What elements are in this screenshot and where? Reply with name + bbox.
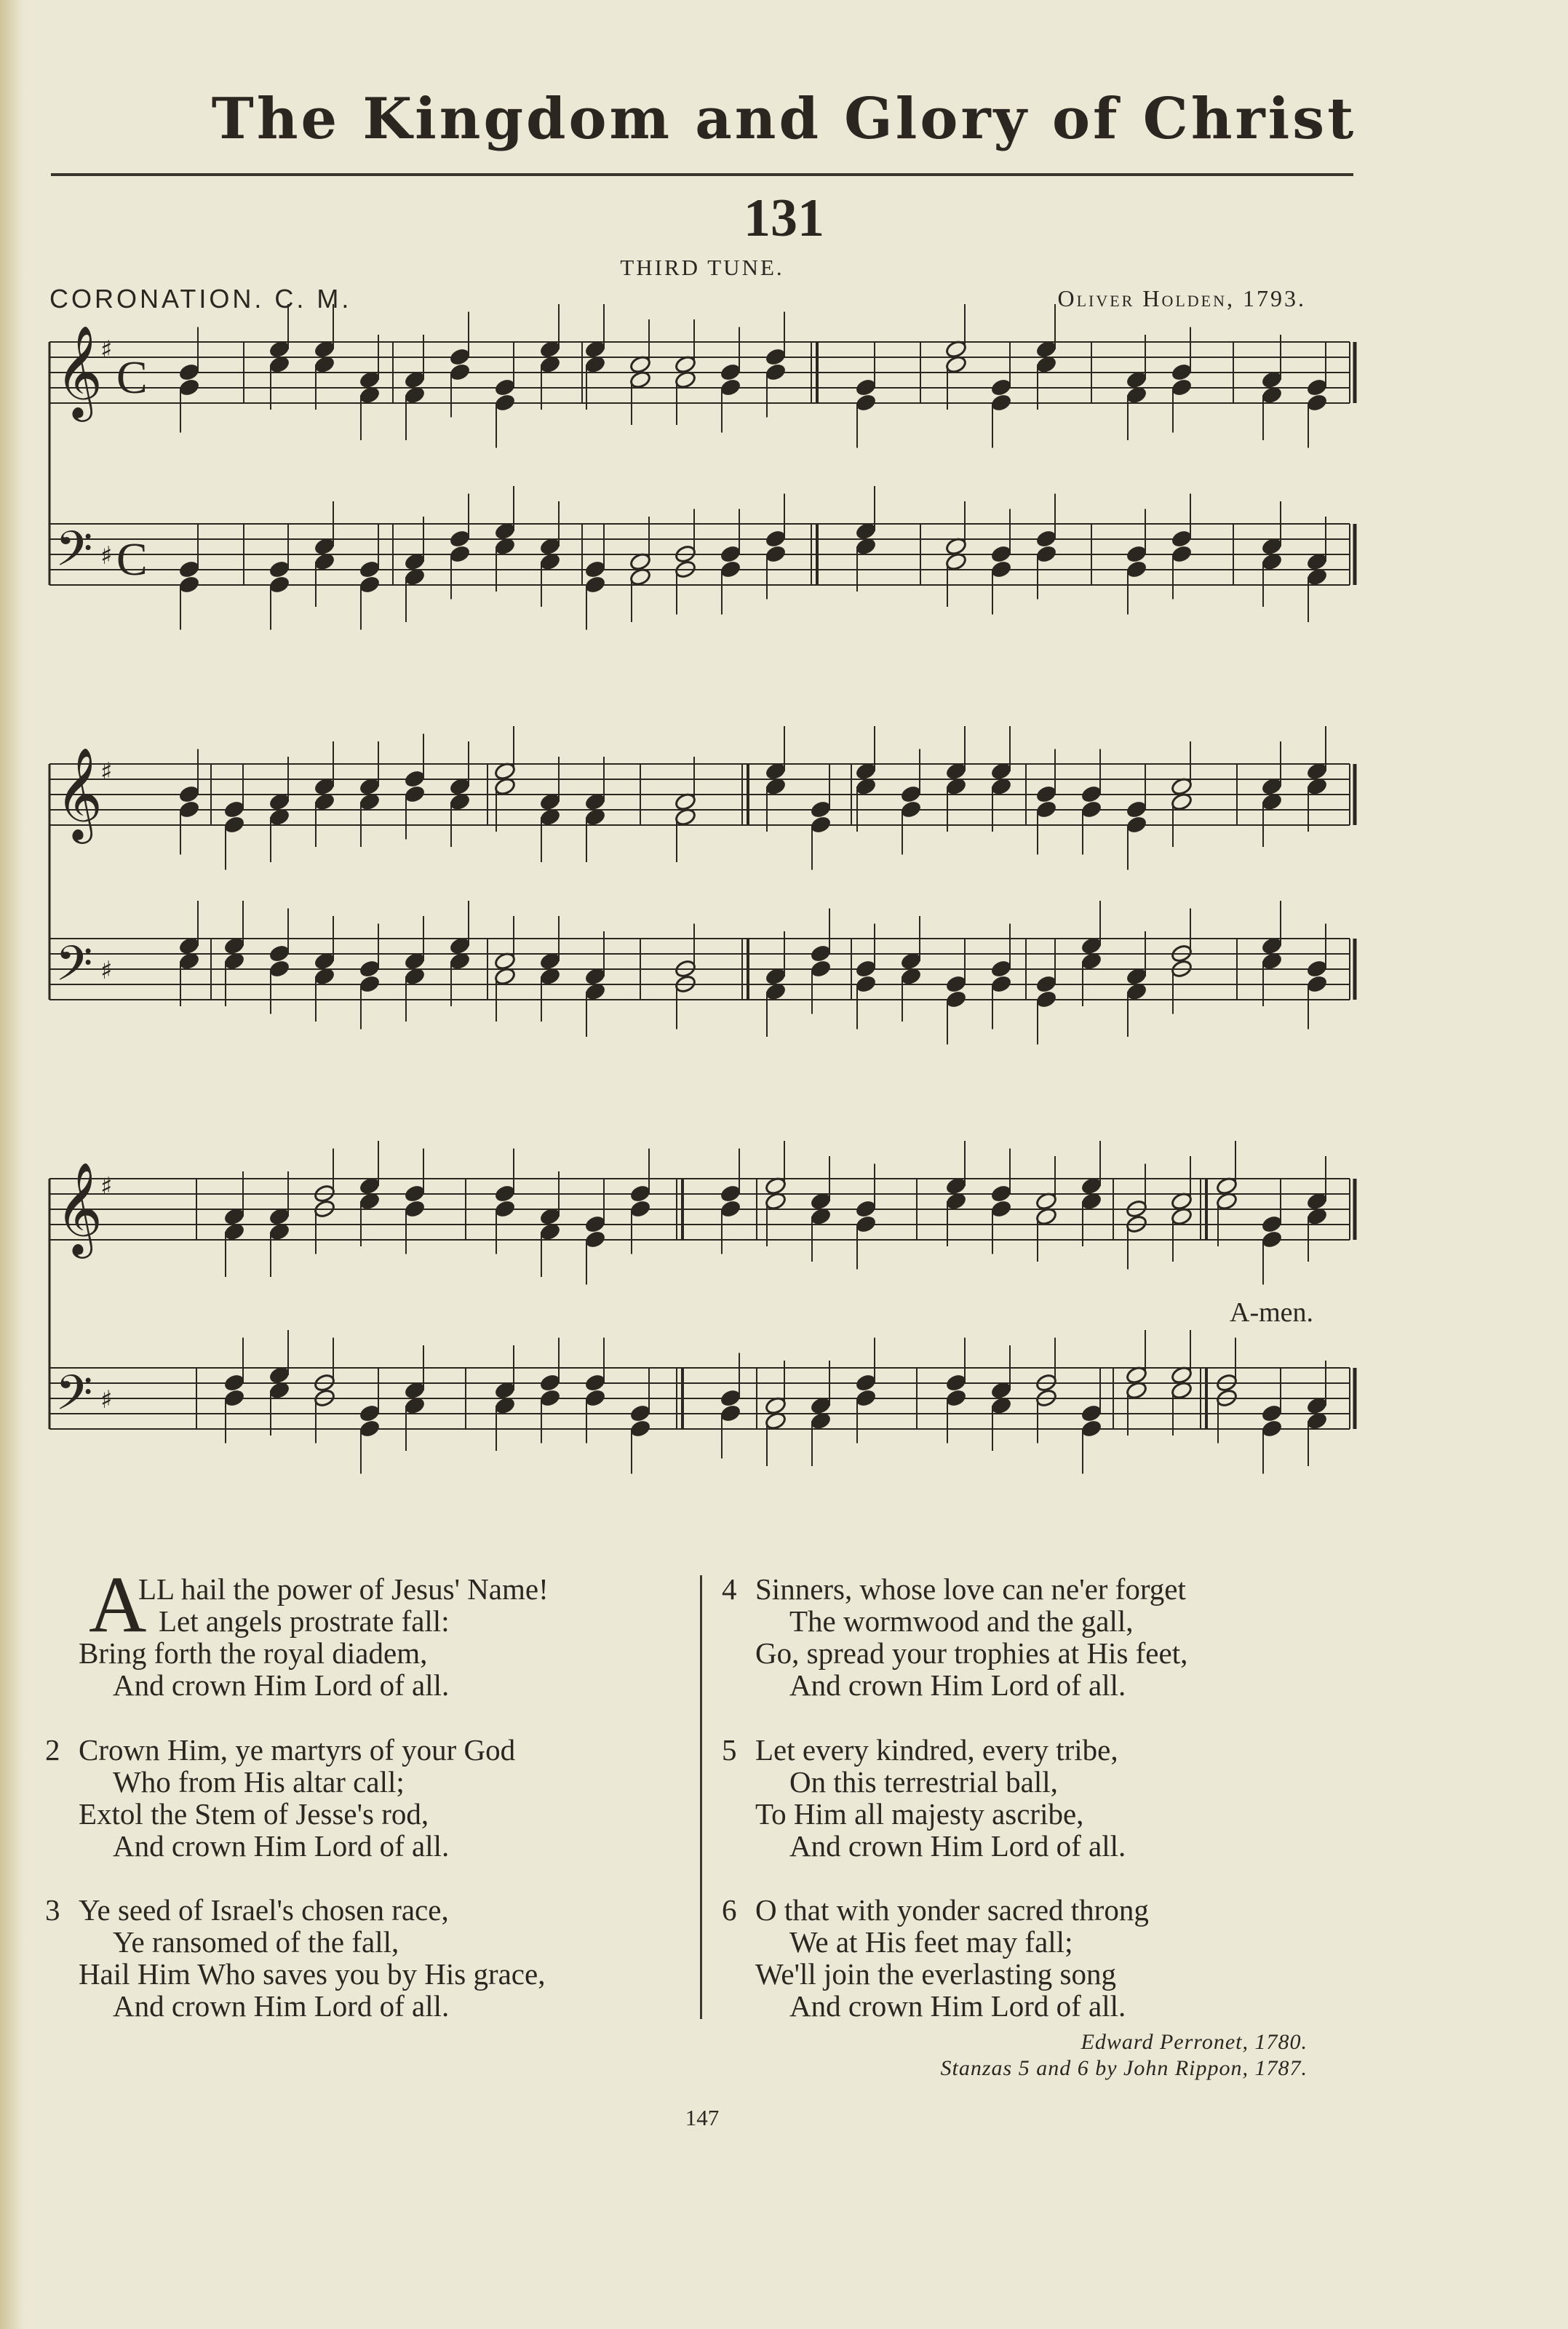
notehead bbox=[719, 378, 741, 397]
notehead bbox=[854, 1199, 877, 1219]
notehead bbox=[178, 378, 200, 397]
stanza-3-line: And crown Him Lord of all. bbox=[113, 1989, 450, 2023]
notehead bbox=[223, 815, 245, 835]
stanza-5-number: 5 bbox=[722, 1733, 737, 1767]
notehead bbox=[764, 544, 787, 564]
treble-clef-icon: 𝄞 bbox=[55, 1161, 103, 1254]
notehead bbox=[268, 575, 290, 594]
notehead bbox=[854, 393, 877, 413]
notehead bbox=[990, 974, 1012, 994]
notehead bbox=[178, 800, 200, 819]
notehead bbox=[403, 784, 426, 804]
notehead bbox=[358, 560, 381, 579]
stanza-4-line: And crown Him Lord of all. bbox=[789, 1668, 1126, 1702]
stanza-3-number: 3 bbox=[45, 1893, 60, 1927]
notehead bbox=[1125, 800, 1147, 819]
stanza-1-line: Bring forth the royal diadem, bbox=[79, 1636, 428, 1670]
notehead bbox=[899, 784, 922, 804]
notehead bbox=[223, 800, 245, 819]
notehead bbox=[854, 974, 877, 994]
stanza-1-dropcap: A bbox=[89, 1560, 147, 1649]
notehead bbox=[990, 378, 1012, 397]
notehead bbox=[448, 529, 471, 549]
stanza-2-line: Crown Him, ye martyrs of your God bbox=[79, 1733, 516, 1767]
notehead bbox=[403, 1199, 426, 1219]
notehead bbox=[493, 378, 516, 397]
stanza-6-line: We at His feet may fall; bbox=[789, 1925, 1073, 1959]
stanza-3-line: Hail Him Who saves you by His grace, bbox=[79, 1957, 546, 1991]
notehead bbox=[1260, 1419, 1283, 1438]
notehead bbox=[1125, 560, 1147, 579]
notehead bbox=[764, 347, 787, 367]
notehead bbox=[584, 1388, 606, 1408]
notehead bbox=[584, 1373, 606, 1393]
notehead bbox=[493, 1199, 516, 1219]
notehead bbox=[178, 560, 200, 579]
notehead bbox=[268, 959, 290, 979]
author-credit: Edward Perronet, 1780. bbox=[1081, 2030, 1308, 2054]
notehead bbox=[493, 393, 516, 413]
notehead bbox=[719, 544, 741, 564]
column-divider bbox=[700, 1575, 702, 2019]
notehead bbox=[629, 1419, 651, 1438]
notehead bbox=[1080, 800, 1102, 819]
notehead bbox=[764, 529, 787, 549]
notehead bbox=[629, 1184, 651, 1203]
notehead bbox=[809, 800, 832, 819]
tune-label: THIRD TUNE. bbox=[620, 255, 784, 280]
notehead bbox=[1080, 1419, 1102, 1438]
section-title: The Kingdom and Glory of Christ bbox=[211, 86, 1357, 152]
notehead bbox=[1035, 974, 1057, 994]
notehead bbox=[719, 560, 741, 579]
notehead bbox=[990, 1199, 1012, 1219]
stanza-5-line: On this terrestrial ball, bbox=[789, 1765, 1058, 1799]
notehead bbox=[1305, 378, 1328, 397]
notehead bbox=[584, 575, 606, 594]
stanza-4-line: The wormwood and the gall, bbox=[789, 1604, 1134, 1638]
stanza-6-number: 6 bbox=[722, 1893, 737, 1927]
notehead bbox=[809, 944, 832, 963]
notehead bbox=[1305, 393, 1328, 413]
stanza-4-number: 4 bbox=[722, 1572, 737, 1606]
notehead bbox=[854, 1214, 877, 1234]
notehead bbox=[178, 784, 200, 804]
notehead bbox=[719, 1184, 741, 1203]
notehead bbox=[629, 1404, 651, 1423]
notehead bbox=[1125, 815, 1147, 835]
notehead bbox=[854, 378, 877, 397]
notehead bbox=[1035, 800, 1057, 819]
notehead bbox=[944, 1388, 967, 1408]
notehead bbox=[538, 1388, 561, 1408]
notehead bbox=[403, 1184, 426, 1203]
notehead bbox=[1035, 990, 1057, 1009]
sharp-icon: ♯ bbox=[100, 541, 113, 570]
notehead bbox=[1035, 529, 1057, 549]
notehead bbox=[1260, 1404, 1283, 1423]
notehead bbox=[1170, 544, 1193, 564]
notehead bbox=[223, 1388, 245, 1408]
sharp-icon: ♯ bbox=[100, 956, 113, 985]
tune-name: CORONATION. C. M. bbox=[49, 284, 352, 314]
notehead bbox=[268, 944, 290, 963]
notehead bbox=[1080, 1404, 1102, 1423]
bass-clef-icon: 𝄢 bbox=[55, 1365, 93, 1433]
notehead bbox=[1260, 1214, 1283, 1234]
notehead bbox=[1260, 1230, 1283, 1249]
stanza-additions-credit: Stanzas 5 and 6 by John Rippon, 1787. bbox=[940, 2056, 1308, 2080]
stanza-6-line: We'll join the everlasting song bbox=[755, 1957, 1116, 1991]
notehead bbox=[358, 575, 381, 594]
stanza-1-line: Let angels prostrate fall: bbox=[159, 1604, 450, 1638]
notehead bbox=[448, 544, 471, 564]
stanza-5-line: To Him all majesty ascribe, bbox=[755, 1797, 1084, 1831]
stanza-5-line: And crown Him Lord of all. bbox=[789, 1829, 1126, 1863]
notehead bbox=[809, 815, 832, 835]
notehead bbox=[1170, 362, 1193, 382]
treble-clef-icon: 𝄞 bbox=[55, 325, 103, 418]
notehead bbox=[358, 1419, 381, 1438]
notehead bbox=[854, 959, 877, 979]
stanza-2-line: Extol the Stem of Jesse's rod, bbox=[79, 1797, 429, 1831]
notehead bbox=[358, 959, 381, 979]
notehead bbox=[178, 362, 200, 382]
notehead bbox=[719, 1388, 741, 1408]
notehead bbox=[764, 362, 787, 382]
stanza-1-line: And crown Him Lord of all. bbox=[113, 1668, 450, 1702]
notehead bbox=[1035, 544, 1057, 564]
stanza-4-line: Go, spread your trophies at His feet, bbox=[755, 1636, 1188, 1670]
notehead bbox=[990, 544, 1012, 564]
notehead bbox=[944, 974, 967, 994]
stanza-6-line: O that with yonder sacred throng bbox=[755, 1893, 1149, 1927]
stanza-1-line: LL hail the power of Jesus' Name! bbox=[138, 1572, 549, 1606]
notehead bbox=[1170, 378, 1193, 397]
notehead bbox=[584, 1230, 606, 1249]
sharp-icon: ♯ bbox=[100, 335, 113, 365]
stanza-4-line: Sinners, whose love can ne'er forget bbox=[755, 1572, 1186, 1606]
sharp-icon: ♯ bbox=[100, 1172, 113, 1201]
notehead bbox=[358, 1404, 381, 1423]
notehead bbox=[1125, 544, 1147, 564]
notehead bbox=[854, 1373, 877, 1393]
notehead bbox=[403, 769, 426, 789]
notehead bbox=[1035, 784, 1057, 804]
notehead bbox=[178, 575, 200, 594]
notehead bbox=[448, 362, 471, 382]
notehead bbox=[1305, 959, 1328, 979]
notehead bbox=[719, 1404, 741, 1423]
treble-clef-icon: 𝄞 bbox=[55, 747, 103, 840]
notehead bbox=[223, 1373, 245, 1393]
notehead bbox=[358, 974, 381, 994]
common-time-icon: C bbox=[116, 351, 148, 403]
hymn-number: 131 bbox=[744, 188, 824, 248]
common-time-icon: C bbox=[116, 533, 148, 585]
stanza-5-line: Let every kindred, every tribe, bbox=[755, 1733, 1118, 1767]
composer-credit: Oliver Holden, 1793. bbox=[1057, 285, 1306, 311]
notehead bbox=[268, 560, 290, 579]
notehead bbox=[538, 1373, 561, 1393]
notehead bbox=[1305, 974, 1328, 994]
notehead bbox=[809, 959, 832, 979]
notehead bbox=[944, 1373, 967, 1393]
stanza-3-line: Ye ransomed of the fall, bbox=[113, 1925, 399, 1959]
sharp-icon: ♯ bbox=[100, 1385, 113, 1414]
notehead bbox=[990, 959, 1012, 979]
notehead bbox=[719, 362, 741, 382]
bass-clef-icon: 𝄢 bbox=[55, 936, 93, 1003]
notehead bbox=[1170, 529, 1193, 549]
notehead bbox=[584, 560, 606, 579]
sharp-icon: ♯ bbox=[100, 757, 113, 787]
notehead bbox=[448, 347, 471, 367]
notehead bbox=[719, 1199, 741, 1219]
notehead bbox=[944, 990, 967, 1009]
stanza-2-number: 2 bbox=[45, 1733, 60, 1767]
stanza-6-line: And crown Him Lord of all. bbox=[789, 1989, 1126, 2023]
notehead bbox=[629, 1199, 651, 1219]
bass-clef-icon: 𝄢 bbox=[55, 521, 93, 589]
page-number: 147 bbox=[685, 2105, 720, 2130]
notehead bbox=[584, 1214, 606, 1234]
notehead bbox=[990, 393, 1012, 413]
notehead bbox=[854, 1388, 877, 1408]
amen-text: A-men. bbox=[1230, 1297, 1314, 1328]
notehead bbox=[493, 1184, 516, 1203]
notehead bbox=[990, 560, 1012, 579]
stanza-2-line: Who from His altar call; bbox=[113, 1765, 405, 1799]
notehead bbox=[1080, 784, 1102, 804]
stanza-3-line: Ye seed of Israel's chosen race, bbox=[79, 1893, 449, 1927]
notehead bbox=[990, 1184, 1012, 1203]
stanza-2-line: And crown Him Lord of all. bbox=[113, 1829, 450, 1863]
notehead bbox=[899, 800, 922, 819]
